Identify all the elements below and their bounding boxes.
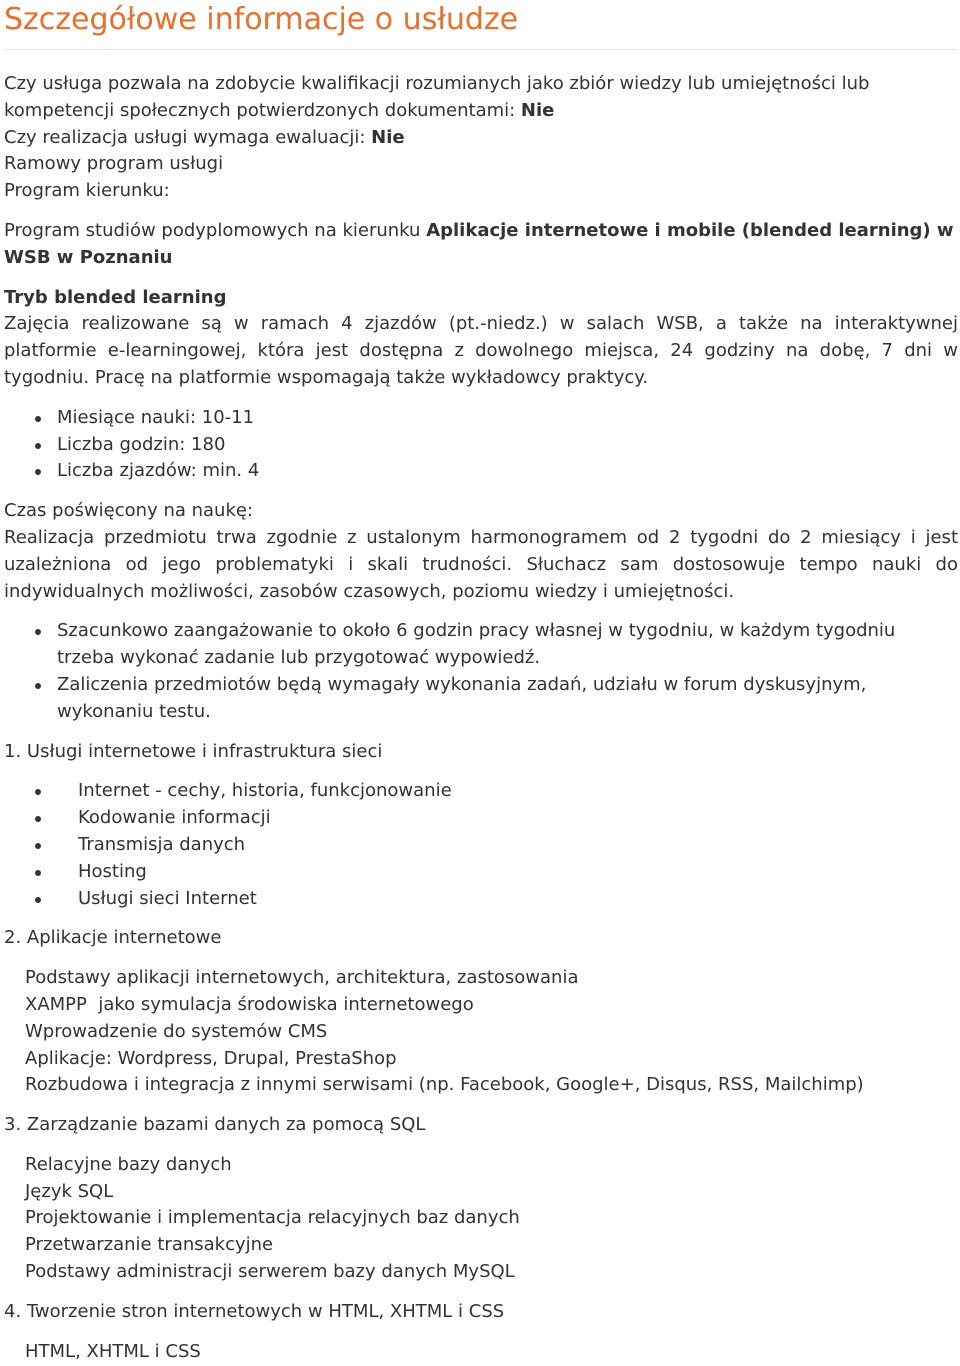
list-item: Zaliczenia przedmiotów będą wymagały wykonania zadań, udziału w forum dyskusyjnym, wykonaniu testu. [4,672,958,726]
qualification-question-text: Czy usługa pozwala na zdobycie kwalifikacji rozumianych jako zbiór wiedzy lub umiejętności lub kompetencji społecznych potwierdzonych dokumentami: [4,73,870,121]
mode-heading [4,285,958,312]
list-item: Kodowanie informacji [4,805,958,832]
title-divider [4,49,958,50]
list-item: Relacyjne bazy danych [25,1153,232,1175]
list-item: Liczba godzin: 180 [4,432,958,459]
framework-program-label: Ramowy program usługi [4,153,224,175]
module-3-title: 3. Zarządzanie bazami danych za pomocą SQL [4,1114,426,1136]
studies-prefix: Program studiów podyplomowych na kierunku [4,219,427,241]
module-2-items [4,965,958,1099]
studies-description [4,218,958,272]
list-item: Wprowadzenie do systemów CMS [25,1020,328,1042]
list-item: Aplikacje: Wordpress, Drupal, PrestaShop [25,1047,397,1069]
list-item: Hosting [4,859,958,886]
studies-name: Aplikacje internetowe i mobile (blended learning) w WSB w Poznaniu [4,219,954,268]
list-item: HTML, XHTML i CSS [25,1340,201,1362]
page-title: Szczegółowe informacje o usłudze [4,2,519,37]
list-item: Przetwarzanie transakcyjne [25,1234,274,1256]
mode-description: Zajęcia realizowane są w ramach 4 zjazdów (pt.-niedz.) w salach WSB, a także na interaktywnej platformie e-learningowej, która jest dostępna z dowolnego miejsca, 24 godziny na dobę, 7 dni w tygodniu. Pracę na platformie wspomagają także wykładowcy praktycy. [4,313,958,388]
qualification-question [4,71,958,125]
list-item: Transmisja danych [4,832,958,859]
mode-heading-text: Tryb blended learning [4,286,227,308]
module-3-items [4,1152,958,1286]
module-4-title: 4. Tworzenie stron internetowych w HTML, XHTML i CSS [4,1300,505,1322]
list-item: Szacunkowo zaangażowanie to około 6 godzin pracy własnej w tygodniu, w każdym tygodniu trzeba wykonać zadanie lub przygotować wypowiedź. [4,618,958,672]
time-label: Czas poświęcony na naukę: [4,500,254,522]
list-item: Podstawy aplikacji internetowych, architektura, zastosowania [25,967,579,989]
module-4-items [4,1339,958,1366]
list-item: Podstawy administracji serwerem bazy danych MySQL [25,1261,515,1283]
list-item: Rozbudowa i integracja z innymi serwisami (np. Facebook, Google+, Disqus, RSS, Mailchimp) [25,1074,864,1096]
program-label: Program kierunku: [4,180,170,202]
module-1-title: 1. Usługi internetowe i infrastruktura sieci [4,740,383,762]
module-1-list [4,778,958,912]
list-item: Język SQL [25,1180,114,1202]
evaluation-answer: Nie [371,126,405,148]
list-item: Liczba zjazdów: min. 4 [4,458,958,485]
list-item: Projektowanie i implementacja relacyjnych baz danych [25,1207,520,1229]
qualification-answer: Nie [520,99,555,121]
facts-list [4,405,958,485]
list-item: Miesiące nauki: 10-11 [4,405,958,432]
evaluation-question-text: Czy realizacja usługi wymaga ewaluacji: [4,126,372,148]
content [4,71,958,1365]
list-item: Usługi sieci Internet [4,886,958,913]
evaluation-question [4,125,958,152]
list-item: Internet - cechy, historia, funkcjonowanie [4,778,958,805]
effort-list [4,618,958,725]
module-2-title: 2. Aplikacje internetowe [4,927,222,949]
list-item: XAMPP jako symulacja środowiska internetowego [25,993,474,1015]
time-description: Realizacja przedmiotu trwa zgodnie z ustalonym harmonogramem od 2 tygodni do 2 miesiący i jest uzależniona od jego problematyki i skali trudności. Słuchacz sam dostosowuje tempo nauki do indywidualnych możliwości, zasobów czasowych, poziomu wiedzy i umiejętności. [4,526,958,602]
